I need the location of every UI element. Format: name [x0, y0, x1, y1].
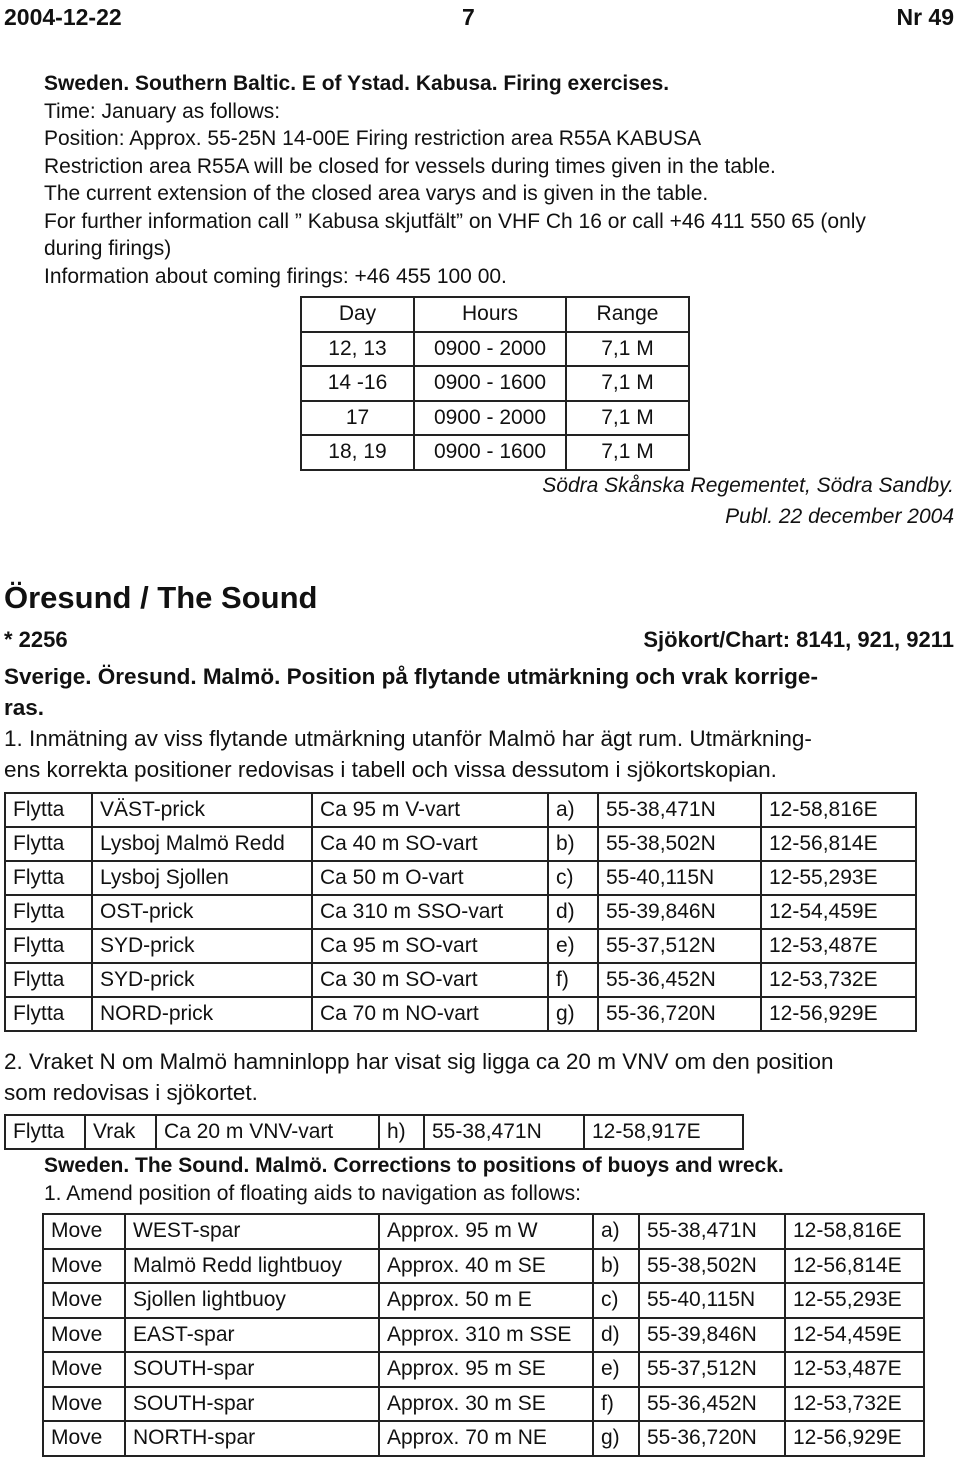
cell-day: 14 -16 [301, 366, 414, 401]
cell-day: 12, 13 [301, 332, 414, 367]
table-row [5, 929, 916, 963]
cell-action: Move [43, 1421, 125, 1456]
column-header: Hours [414, 297, 566, 332]
cell-ref: a) [548, 793, 598, 827]
cell-ref: e) [548, 929, 598, 963]
cell-longitude: 12-54,459E [761, 895, 916, 929]
cell-latitude: 55-38,502N [639, 1249, 785, 1284]
cell-latitude: 55-40,115N [639, 1283, 785, 1318]
english-buoy-table [42, 1213, 925, 1457]
cell-range: 7,1 M [566, 435, 689, 470]
cell-action: Move [43, 1352, 125, 1387]
cell-longitude: 12-56,929E [761, 997, 916, 1031]
cell-shift: Ca 70 m NO-vart [312, 997, 548, 1031]
firing-line: Time: January as follows: [44, 99, 281, 123]
swedish-title: Sverige. Öresund. Malmö. Position på flytande utmärkning och vrak korrige- [4, 664, 818, 689]
table-row [43, 1387, 924, 1422]
cell-shift: Ca 30 m SO-vart [312, 963, 548, 997]
table-row [43, 1249, 924, 1284]
firing-line: Restriction area R55A will be closed for vessels during times given in the table. [44, 154, 776, 178]
cell-shift: Approx. 30 m SE [379, 1387, 593, 1422]
firing-notice [44, 70, 944, 290]
cell-object: Lysboj Malmö Redd [92, 827, 312, 861]
firing-line: For further information call ” Kabusa skjutfält” on VHF Ch 16 or call +46 411 550 65 (only [44, 209, 866, 233]
cell-ref: h) [379, 1115, 424, 1149]
table-row [5, 827, 916, 861]
swedish-intro [4, 661, 954, 785]
table-row [5, 895, 916, 929]
cell-action: Move [43, 1283, 125, 1318]
table-row [5, 861, 916, 895]
cell-action: Flytta [5, 997, 92, 1031]
cell-object: Sjollen lightbuoy [125, 1283, 379, 1318]
cell-shift: Approx. 40 m SE [379, 1249, 593, 1284]
cell-object: SOUTH-spar [125, 1387, 379, 1422]
firing-line: during firings) [44, 237, 172, 260]
cell-shift: Approx. 70 m NE [379, 1421, 593, 1456]
cell-action: Flytta [5, 895, 92, 929]
swedish-item2-line: 2. Vraket N om Malmö hamninlopp har visat sig ligga ca 20 m VNV om den position [4, 1049, 834, 1074]
cell-ref: g) [593, 1421, 639, 1456]
swedish-buoy-table [4, 792, 917, 1032]
table-row [5, 963, 916, 997]
english-title: Sweden. The Sound. Malmö. Corrections to positions of buoys and wreck. [44, 1154, 784, 1177]
cell-object: SYD-prick [92, 929, 312, 963]
header-issue: Nr 49 [896, 4, 954, 30]
firing-line: Position: Approx. 55-25N 14-00E Firing restriction area R55A KABUSA [44, 127, 702, 150]
cell-object: WEST-spar [125, 1214, 379, 1249]
cell-range: 7,1 M [566, 366, 689, 401]
firing-line: The current extension of the closed area varys and is given in the table. [44, 182, 709, 205]
cell-longitude: 12-56,814E [761, 827, 916, 861]
cell-latitude: 55-38,471N [639, 1214, 785, 1249]
table-header-row [301, 297, 689, 332]
firing-schedule-table [300, 296, 690, 471]
cell-range: 7,1 M [566, 332, 689, 367]
cell-ref: a) [593, 1214, 639, 1249]
cell-longitude: 12-58,917E [584, 1115, 743, 1149]
table-row [301, 435, 689, 470]
table-row [5, 793, 916, 827]
header-date: 2004-12-22 [4, 4, 122, 30]
cell-hours: 0900 - 2000 [414, 401, 566, 436]
table-row [301, 366, 689, 401]
cell-hours: 0900 - 2000 [414, 332, 566, 367]
table-row [43, 1318, 924, 1353]
header-page-number: 7 [462, 4, 475, 30]
swedish-item1: 1. Inmätning av viss flytande utmärkning utanför Malmö har ägt rum. Utmärkning- [4, 726, 812, 751]
table-row [43, 1421, 924, 1456]
cell-hours: 0900 - 1600 [414, 366, 566, 401]
cell-shift: Ca 20 m VNV-vart [156, 1115, 379, 1149]
english-intro [44, 1152, 944, 1207]
cell-object: SOUTH-spar [125, 1352, 379, 1387]
cell-action: Flytta [5, 929, 92, 963]
column-header: Range [566, 297, 689, 332]
cell-ref: b) [593, 1249, 639, 1284]
cell-latitude: 55-36,452N [598, 963, 761, 997]
firing-published: Publ. 22 december 2004 [725, 505, 954, 528]
cell-ref: g) [548, 997, 598, 1031]
cell-shift: Approx. 95 m W [379, 1214, 593, 1249]
column-header: Day [301, 297, 414, 332]
cell-latitude: 55-36,720N [598, 997, 761, 1031]
cell-latitude: 55-38,471N [424, 1115, 584, 1149]
cell-ref: b) [548, 827, 598, 861]
cell-ref: f) [593, 1387, 639, 1422]
table-row [301, 332, 689, 367]
cell-ref: f) [548, 963, 598, 997]
cell-ref: e) [593, 1352, 639, 1387]
cell-action: Move [43, 1318, 125, 1353]
notice-number: * 2256 [4, 627, 68, 652]
cell-longitude: 12-53,487E [761, 929, 916, 963]
cell-shift: Approx. 95 m SE [379, 1352, 593, 1387]
cell-latitude: 55-36,452N [639, 1387, 785, 1422]
cell-object: EAST-spar [125, 1318, 379, 1353]
cell-shift: Ca 310 m SSO-vart [312, 895, 548, 929]
english-item1: 1. Amend position of floating aids to navigation as follows: [44, 1181, 581, 1205]
cell-latitude: 55-37,512N [598, 929, 761, 963]
cell-object: Lysboj Sjollen [92, 861, 312, 895]
cell-ref: c) [593, 1283, 639, 1318]
table-row [301, 401, 689, 436]
cell-object: SYD-prick [92, 963, 312, 997]
cell-object: Malmö Redd lightbuoy [125, 1249, 379, 1284]
cell-longitude: 12-56,929E [785, 1421, 924, 1456]
cell-object: VÄST-prick [92, 793, 312, 827]
cell-range: 7,1 M [566, 401, 689, 436]
cell-longitude: 12-55,293E [785, 1283, 924, 1318]
cell-latitude: 55-38,471N [598, 793, 761, 827]
cell-longitude: 12-58,816E [761, 793, 916, 827]
cell-latitude: 55-40,115N [598, 861, 761, 895]
cell-shift: Ca 95 m SO-vart [312, 929, 548, 963]
cell-latitude: 55-36,720N [639, 1421, 785, 1456]
swedish-wreck-table [4, 1114, 744, 1150]
cell-object: NORD-prick [92, 997, 312, 1031]
cell-object: OST-prick [92, 895, 312, 929]
table-row [43, 1352, 924, 1387]
cell-day: 18, 19 [301, 435, 414, 470]
cell-action: Flytta [5, 861, 92, 895]
cell-action: Move [43, 1214, 125, 1249]
firing-signature: Södra Skånska Regementet, Södra Sandby. [542, 474, 954, 497]
cell-action: Move [43, 1249, 125, 1284]
cell-shift: Ca 50 m O-vart [312, 861, 548, 895]
firing-title: Sweden. Southern Baltic. E of Ystad. Kabusa. Firing exercises. [44, 72, 670, 95]
cell-longitude: 12-53,487E [785, 1352, 924, 1387]
swedish-item2-line: som redovisas i sjökortet. [4, 1080, 258, 1105]
cell-longitude: 12-56,814E [785, 1249, 924, 1284]
cell-latitude: 55-37,512N [639, 1352, 785, 1387]
table-row [5, 1115, 743, 1149]
cell-ref: c) [548, 861, 598, 895]
cell-object: Vrak [85, 1115, 156, 1149]
cell-longitude: 12-55,293E [761, 861, 916, 895]
cell-shift: Approx. 310 m SSE [379, 1318, 593, 1353]
table-row [43, 1283, 924, 1318]
cell-longitude: 12-53,732E [761, 963, 916, 997]
cell-latitude: 55-39,846N [639, 1318, 785, 1353]
swedish-item1: ens korrekta positioner redovisas i tabell och vissa dessutom i sjökortskopian. [4, 757, 777, 782]
chart-reference: Sjökort/Chart: 8141, 921, 9211 [643, 627, 954, 652]
swedish-item2 [4, 1046, 954, 1108]
cell-day: 17 [301, 401, 414, 436]
cell-action: Move [43, 1387, 125, 1422]
cell-action: Flytta [5, 827, 92, 861]
cell-hours: 0900 - 1600 [414, 435, 566, 470]
cell-object: NORTH-spar [125, 1421, 379, 1456]
cell-action: Flytta [5, 793, 92, 827]
cell-latitude: 55-38,502N [598, 827, 761, 861]
table-row [43, 1214, 924, 1249]
cell-longitude: 12-58,816E [785, 1214, 924, 1249]
cell-shift: Ca 40 m SO-vart [312, 827, 548, 861]
swedish-title: ras. [4, 695, 45, 720]
cell-ref: d) [593, 1318, 639, 1353]
cell-shift: Ca 95 m V-vart [312, 793, 548, 827]
firing-line: Information about coming firings: +46 455 100 00. [44, 264, 507, 288]
cell-action: Flytta [5, 1115, 85, 1149]
cell-shift: Approx. 50 m E [379, 1283, 593, 1318]
cell-longitude: 12-53,732E [785, 1387, 924, 1422]
cell-action: Flytta [5, 963, 92, 997]
section-title: Öresund / The Sound [4, 580, 318, 615]
cell-longitude: 12-54,459E [785, 1318, 924, 1353]
cell-ref: d) [548, 895, 598, 929]
table-row [5, 997, 916, 1031]
cell-latitude: 55-39,846N [598, 895, 761, 929]
